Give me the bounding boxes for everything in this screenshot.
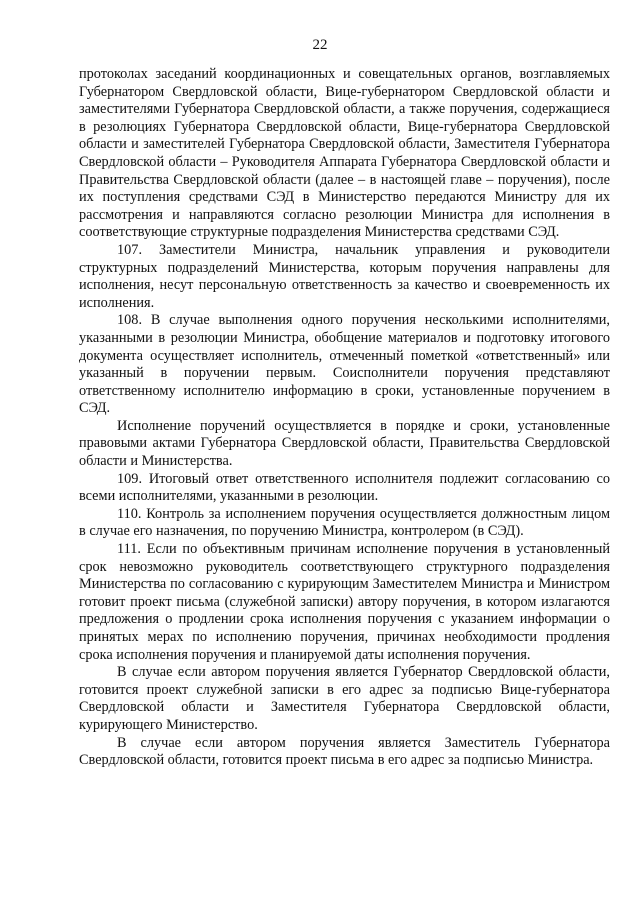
paragraph-111: 111. Если по объективным причинам исполнение поручения в установленный срок невозможно руководитель соответствующего структурного подразделения Министерства по согласованию с курирующим Заместителем Министра и Министром готовит проект письма (служебной записки) автору поручения, в котором излагаются предложения о продлении срока исполнения поручения с указанием информации о принятых мерах по исполнению поручения, причинах необходимости продления срока исполнения поручения и планируемой даты исполнения поручения. xyxy=(79,541,610,663)
paragraph-deputy-governor-case: В случае если автором поручения является Заместитель Губернатора Свердловской области, готовится проект письма в его адрес за подписью Министра. xyxy=(79,734,610,769)
paragraph-108: 108. В случае выполнения одного поручения несколькими исполнителями, указанными в резолюции Министра, обобщение материалов и подготовку итогового документа осуществляет исполнитель, отмеченный пометкой «ответственный» или указанный в поручении первым. Соисполнители поручения представляют ответственному исполнителю информацию в сроки, установленные поручением в СЭД. xyxy=(79,312,610,417)
paragraph-109: 109. Итоговый ответ ответственного исполнителя подлежит согласованию со всеми исполнителями, указанными в резолюции. xyxy=(79,470,610,505)
paragraph-110: 110. Контроль за исполнением поручения осуществляется должностным лицом в случае его назначения, по поручению Министра, контролером (в СЭД). xyxy=(79,505,610,540)
document-body xyxy=(79,66,610,770)
paragraph-execution-order: Исполнение поручений осуществляется в порядке и сроки, установленные правовыми актами Губернатора Свердловской области, Правительства Свердловской области и Министерства. xyxy=(79,417,610,470)
paragraph-governor-case: В случае если автором поручения является Губернатор Свердловской области, готовится проект служебной записки в его адрес за подписью Вице-губернатора Свердловской области и Заместителя Губернатора Свердловской области, курирующего Министерство. xyxy=(79,664,610,733)
paragraph-107: 107. Заместители Министра, начальник управления и руководители структурных подразделений Министерства, которым поручения направлены для исполнения, несут персональную ответственность за качество и своевременность их исполнения. xyxy=(79,241,610,311)
page-number: 22 xyxy=(312,37,328,53)
paragraph-continuation: протоколах заседаний координационных и совещательных органов, возглавляемых Губернатором Свердловской области, Вице-губернатором Свердловской области и заместителями Губернатора Свердловской области, а также поручения, содержащиеся в резолюциях Губернатора Свердловской области, Вице-губернатора Свердловской области и заместителей Губернатора Свердловской области, Заместителя Губернатора Свердловской области – Руководителя Аппарата Губернатора Свердловской области и Правительства Свердловской области (далее – в настоящей главе – поручения), после их поступления средствами СЭД в Министерство передаются Министру для их рассмотрения и направляются согласно резолюции Министра для исполнения в соответствующие структурные подразделения Министерства средствами СЭД. xyxy=(79,66,610,241)
